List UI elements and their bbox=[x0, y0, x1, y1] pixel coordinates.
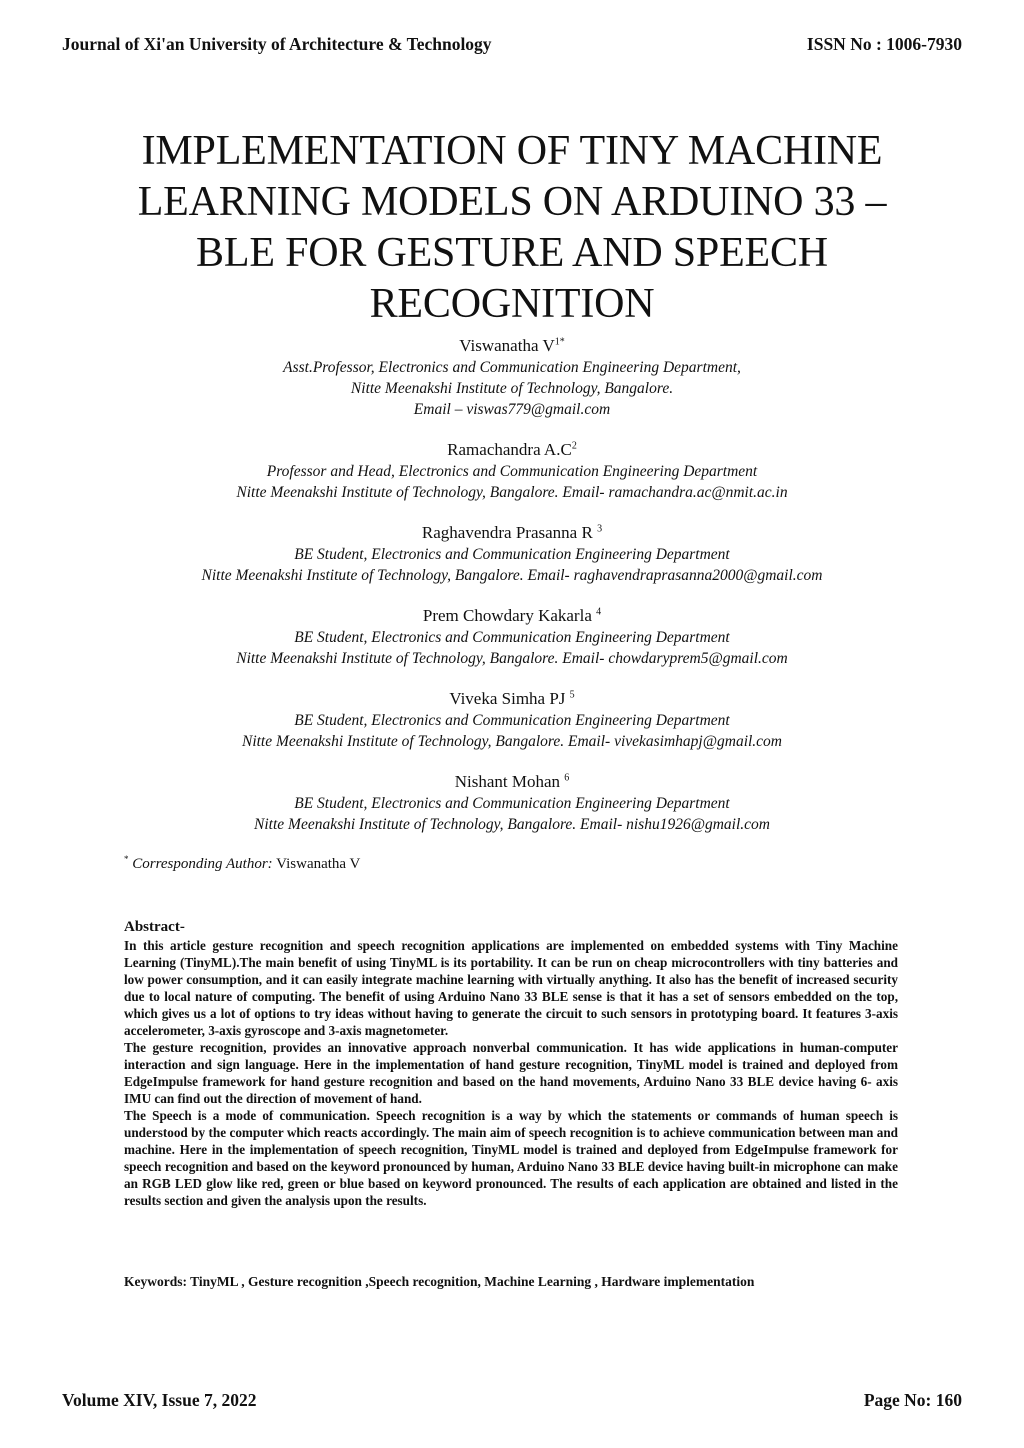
title-line: BLE FOR GESTURE AND SPEECH bbox=[196, 230, 828, 276]
corresponding-label: Corresponding Author: bbox=[132, 856, 273, 872]
author-list bbox=[80, 334, 944, 853]
author-affiliation: Professor and Head, Electronics and Communication Engineering Department bbox=[266, 463, 758, 480]
author-block bbox=[80, 334, 944, 420]
author-affiliation: BE Student, Electronics and Communication Engineering Department bbox=[294, 712, 730, 729]
author-email: Email – viswas779@gmail.com bbox=[413, 401, 611, 418]
corresponding-name: Viswanatha V bbox=[276, 856, 361, 872]
author-affiliation: Nitte Meenakshi Institute of Technology, Bangalore. Email- chowdaryprem5@gmail.com bbox=[236, 650, 788, 667]
journal-name: Journal of Xi'an University of Architecture & Technology bbox=[62, 34, 492, 54]
author-superscript: 4 bbox=[596, 606, 602, 618]
author-block bbox=[80, 687, 944, 752]
author-superscript: 5 bbox=[569, 689, 575, 701]
abstract-heading: Abstract- bbox=[124, 919, 185, 935]
corresponding-mark: * bbox=[124, 854, 129, 864]
corresponding-author bbox=[124, 856, 360, 873]
issn-number: ISSN No : 1006-7930 bbox=[806, 34, 962, 54]
author-block bbox=[80, 770, 944, 835]
abstract-paragraph: The gesture recognition, provides an innovative approach nonverbal communication. It has wide applications in human-computer interaction and sign language. Here in the implementation of hand gesture recognition, TinyML model is trained and deployed from EdgeImpulse framework for hand gesture recognition and based on the hand movements, Arduino Nano 33 BLE device having 6- axis IMU can find out the direction of movement of hand. bbox=[124, 1040, 898, 1106]
author-name: Viswanatha $V^{1*}$ bbox=[459, 336, 565, 355]
author-affiliation: BE Student, Electronics and Communication Engineering Department bbox=[294, 546, 730, 563]
abstract-paragraph: In this article gesture recognition and speech recognition applications are implemented on embedded systems with Tiny Machine Learning (TinyML).The main benefit of using TinyML is its portability. It can be run on cheap microcontrollers with tiny batteries and low power consumption, and it can easily integrate machine learning with virtually anything. It also has the benefit of increased security due to local nature of computing. The benefit of using Arduino Nano 33 BLE sense is that it has a set of sensors embedded on the top, which gives us a lot of options to try ideas without having to generate the circuit to such sensors in prototyping board. It features 3-axis accelerometer, 3-axis gyroscope and 3-axis magnetometer. bbox=[124, 938, 898, 1038]
author-affiliation: Nitte Meenakshi Institute of Technology, Bangalore. Email- vivekasimhapj@gmail.com bbox=[241, 733, 783, 750]
author-affiliation: BE Student, Electronics and Communication Engineering Department bbox=[294, 795, 730, 812]
author-affiliation: Nitte Meenakshi Institute of Technology, Bangalore. Email- raghavendraprasanna2000@gmail.com bbox=[201, 567, 823, 584]
author-name: Ramachandra $A.C^2$ bbox=[447, 440, 577, 459]
author-superscript: 2 bbox=[571, 440, 577, 452]
author-superscript: 3 bbox=[597, 523, 603, 535]
title-line: LEARNING MODELS ON ARDUINO 33 – bbox=[137, 179, 887, 225]
page-number: Page No: 160 bbox=[863, 1390, 962, 1410]
running-header bbox=[62, 34, 962, 55]
author-superscript: 1* bbox=[554, 336, 565, 348]
author-affiliation: Nitte Meenakshi Institute of Technology, Bangalore. Email- ramachandra.ac@nmit.ac.in bbox=[236, 484, 788, 501]
author-superscript: 6 bbox=[564, 772, 570, 784]
paper-title bbox=[100, 126, 924, 330]
author-affiliation: Nitte Meenakshi Institute of Technology, Bangalore. Email- nishu1926@gmail.com bbox=[254, 816, 770, 833]
author-name: Nishant Mohan $^6$ bbox=[454, 772, 570, 791]
author-block bbox=[80, 604, 944, 669]
author-affiliation: BE Student, Electronics and Communication Engineering Department bbox=[294, 629, 730, 646]
author-affiliation: Nitte Meenakshi Institute of Technology, Bangalore. bbox=[350, 380, 674, 397]
author-name: Prem Chowdary Kakarla $^4$ bbox=[422, 606, 602, 625]
running-footer bbox=[62, 1390, 962, 1411]
title-line: IMPLEMENTATION OF TINY MACHINE bbox=[141, 128, 883, 174]
title-line: RECOGNITION bbox=[369, 281, 655, 327]
author-block bbox=[80, 521, 944, 586]
author-affiliation: Asst.Professor, Electronics and Communication Engineering Department, bbox=[283, 359, 741, 376]
abstract-section bbox=[124, 918, 898, 1209]
keywords: Keywords: TinyML , Gesture recognition ,Speech recognition, Machine Learning , Hardware implementation bbox=[124, 1274, 755, 1289]
abstract-paragraph: The Speech is a mode of communication. Speech recognition is a way by which the statements or commands of human speech is understood by the computer which reacts accordingly. The main aim of speech recognition is to achieve communication between man and machine. Here in the implementation of speech recognition, TinyML model is trained and deployed from EdgeImpulse framework for speech recognition and based on the keyword pronounced by human, Arduino Nano 33 BLE device having built-in microphone can make an RGB LED glow like red, green or blue based on keyword pronounced. The results of each application are obtained and listed in the results section and given the analysis upon the results. bbox=[124, 1108, 898, 1208]
author-name: Viveka Simha PJ $^5$ bbox=[449, 689, 575, 708]
author-block bbox=[80, 438, 944, 503]
author-name: Raghavendra Prasanna R $^3$ bbox=[421, 523, 603, 542]
volume-issue: Volume XIV, Issue 7, 2022 bbox=[62, 1390, 257, 1410]
